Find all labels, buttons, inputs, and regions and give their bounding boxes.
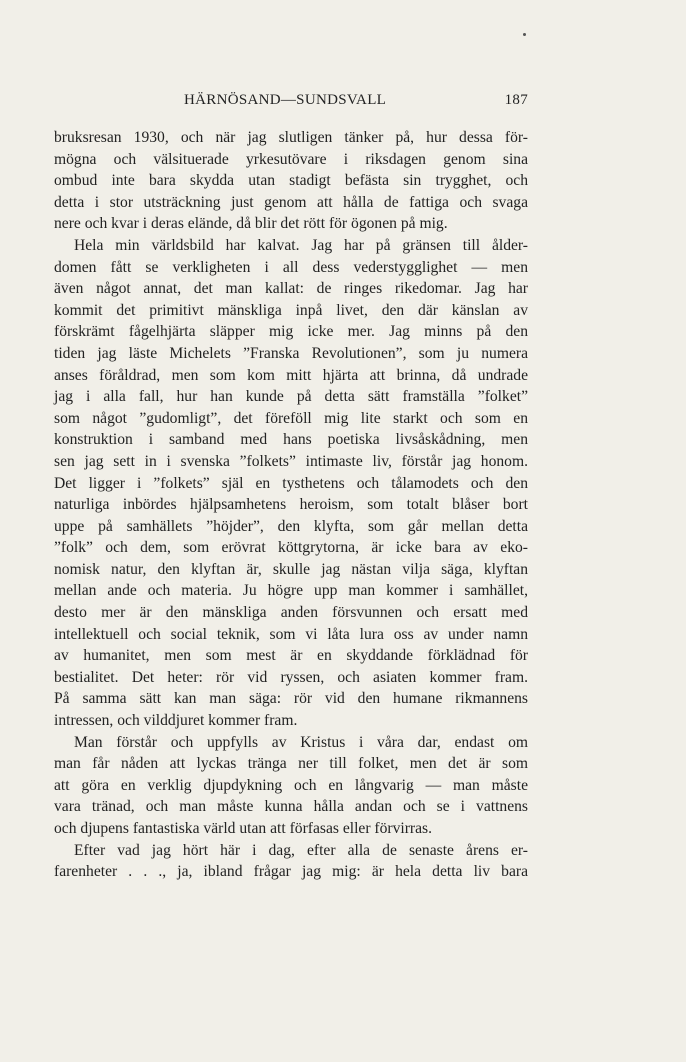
text-line: även något annat, det man kallat: de ringes rikedomar. Jag har — [54, 280, 528, 298]
text-line: Hela min världsbild har kalvat. Jag har på gränsen till ålder- — [74, 236, 528, 254]
text-line: anses föråldrad, men som kom mitt hjärta att brinna, då undrade — [54, 366, 528, 384]
text-line: Efter vad jag hört här i dag, efter alla de senaste årens er- — [74, 841, 528, 859]
text-line: desto mer är den mänskliga anden försvunnen och ersatt med — [54, 604, 528, 622]
body-text — [54, 127, 528, 883]
speck — [523, 33, 526, 36]
text-line: kommit det primitivt mänskliga inpå livet, den där känslan av — [54, 301, 528, 319]
text-line: Man förstår och uppfylls av Kristus i våra dar, endast om — [74, 733, 528, 751]
text-line: bestialitet. Det heter: rör vid ryssen, och asiaten kommer fram. — [54, 668, 528, 686]
text-line: mögna och välsituerade yrkesutövare i riksdagen genom sina — [54, 150, 528, 168]
text-line: nomisk natur, den klyftan är, skulle jag nästan vilja säga, klyftan — [54, 560, 528, 578]
text-line: farenheter . . ., ja, ibland frågar jag mig: är hela detta liv bara — [54, 863, 528, 881]
text-line: att göra en verklig djupdykning och en långvarig — man måste — [54, 776, 528, 794]
text-line: intressen, och vilddjuret kommer fram. — [54, 712, 298, 730]
text-line: sen jag sett in i svenska ”folkets” intimaste liv, förstår jag honom. — [54, 452, 528, 470]
text-line: domen fått se verkligheten i all dess vederstygglighet — men — [54, 258, 528, 276]
text-line: nere och kvar i deras elände, då blir det rött för ögonen på mig. — [54, 215, 448, 233]
text-line: naturliga inbördes hjälpsamhetens heroism, som totalt blåser bort — [54, 496, 528, 514]
text-line: av humanitet, men som mest är en skyddande förklädnad för — [54, 647, 528, 665]
text-line: detta i stor utsträckning just genom att hålla de fattiga och svaga — [54, 193, 528, 211]
running-title: HÄRNÖSAND—SUNDSVALL — [184, 92, 387, 108]
text-line: Det ligger i ”folkets” själ en tysthetens och tålamodets och den — [54, 474, 528, 492]
text-line: ombud inte bara skydda utan stadigt befästa sin trygghet, och — [54, 172, 528, 190]
page-number: 187 — [504, 92, 528, 108]
text-line: På samma sätt kan man säga: rör vid den humane rikmannens — [54, 690, 528, 708]
text-line: ”folk” och dem, som erövrat köttgrytorna, är icke bara av eko- — [54, 539, 528, 557]
text-line: bruksresan 1930, och när jag slutligen tänker på, hur dessa för- — [54, 129, 528, 146]
text-line: uppe på samhällets ”höjder”, den klyfta, som går mellan detta — [54, 517, 528, 535]
text-line: förskrämt fågelhjärta släpper mig icke mer. Jag minns på den — [54, 323, 528, 341]
text-line: konstruktion i samband med hans poetiska livsåskådning, men — [54, 431, 528, 449]
running-header — [54, 92, 528, 116]
text-line: och djupens fantastiska värld utan att förfasas eller förvirras. — [54, 820, 433, 837]
text-line: jag i alla fall, hur han kunde på detta sätt framställa ”folket” — [54, 388, 528, 406]
text-line: tiden jag läste Michelets ”Franska Revolutionen”, som ju numera — [54, 344, 528, 362]
text-line: mellan ande och materia. Ju högre upp man kommer i samhället, — [54, 582, 528, 600]
text-line: man får nåden att lyckas tränga ner till folket, men det är som — [54, 755, 528, 773]
text-line: vara tränad, och man måste kunna hålla andan och se i vattnens — [54, 798, 528, 816]
text-line: som något ”gudomligt”, det föreföll mig lite starkt och som en — [54, 409, 528, 427]
text-line: intellektuell och social teknik, som vi låta lura oss av under namn — [54, 625, 528, 643]
